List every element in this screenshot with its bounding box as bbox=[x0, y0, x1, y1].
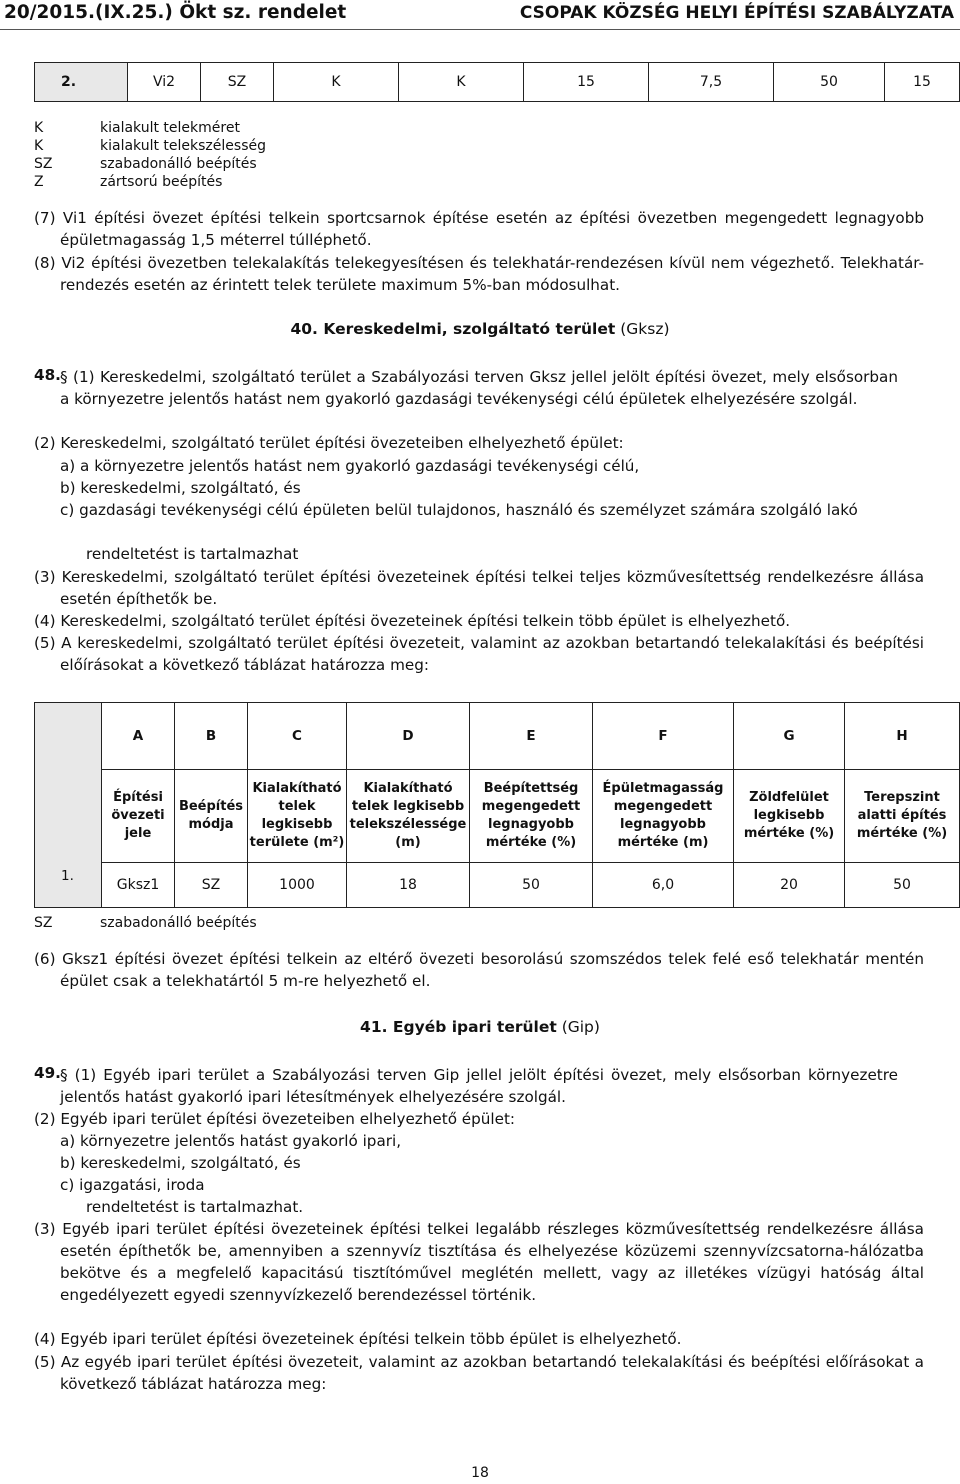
column-letter: B bbox=[175, 703, 248, 770]
section-title: 41. Egyéb ipari terület bbox=[360, 1018, 557, 1036]
list-item-c: c) igazgatási, iroda bbox=[60, 1176, 205, 1194]
legend-list bbox=[34, 914, 257, 932]
legend-item bbox=[34, 914, 257, 932]
paragraph-48-5: (5) A kereskedelmi, szolgáltató terület építési övezeteit, valamint az azokban betartandó telekalakítási és beépítési előírásokat a következő táblázat határozza meg: bbox=[34, 634, 924, 674]
paragraph-48-3: (3) Kereskedelmi, szolgáltató terület építési övezeteinek építési telkei teljes közművesítettség rendelkezésre állása esetén építhetők be. bbox=[34, 568, 924, 608]
section-title: 40. Kereskedelmi, szolgáltató terület bbox=[290, 320, 616, 338]
table-cell: 20 bbox=[734, 863, 845, 908]
table-cell: K bbox=[274, 63, 399, 102]
table-cell: 15 bbox=[885, 63, 960, 102]
table-row bbox=[35, 63, 960, 102]
list-item-c-continuation: rendeltetést is tartalmazhat bbox=[86, 545, 299, 563]
table-cell: 6,0 bbox=[593, 863, 734, 908]
table-cell: 50 bbox=[774, 63, 885, 102]
list-item-a: a) a környezetre jelentős hatást nem gyakorló gazdasági tevékenységi célú, bbox=[60, 457, 640, 475]
paragraph-48-1: § (1) Kereskedelmi, szolgáltató terület a Szabályozási terven Gksz jellel jelölt építési övezet, mely elsősorban a környezetre jelentős hatást nem gyakorló gazdasági tevékenységi célú épületek elhelyezésére szolgál. bbox=[60, 368, 898, 408]
table-cell: 15 bbox=[524, 63, 649, 102]
section-41-heading bbox=[0, 1018, 960, 1036]
table-cell: 50 bbox=[845, 863, 960, 908]
list-item-a: a) környezetre jelentős hatást gyakorló ipari, bbox=[60, 1132, 402, 1150]
table-cell: 1000 bbox=[248, 863, 347, 908]
table-row bbox=[35, 863, 960, 908]
row-number-cell bbox=[35, 703, 102, 908]
legend-desc: kialakult telekszélesség bbox=[100, 138, 266, 154]
column-header: Terepszint alatti építés mértéke (%) bbox=[845, 770, 960, 863]
page-header bbox=[0, 0, 960, 30]
paragraph-49-4: (4) Egyéb ipari terület építési övezeteinek építési telkein több épület is elhelyezhető. bbox=[34, 1330, 682, 1348]
zoning-table-continuation bbox=[34, 62, 960, 102]
column-letter: H bbox=[845, 703, 960, 770]
legend-item bbox=[34, 137, 266, 155]
document-title: CSOPAK KÖZSÉG HELYI ÉPÍTÉSI SZABÁLYZATA bbox=[519, 3, 954, 23]
paragraph-48-6: (6) Gksz1 építési övezet építési telkein az eltérő övezeti besorolású szomszédos telek felé eső telekhatár mentén épület csak a telekhatártól 5 m-re helyezhető el. bbox=[34, 950, 924, 990]
paragraph-8: (8) Vi2 építési övezetben telekalakítás telekegyesítésen és telekhatár-rendezésen kívül nem végezhető. Telekhatár-rendezés esetén az érintett telek területe maximum 5%-ban módosulhat. bbox=[34, 254, 924, 294]
table-cell: 7,5 bbox=[649, 63, 774, 102]
table-cell: 50 bbox=[470, 863, 593, 908]
legend-code: Z bbox=[34, 174, 44, 190]
column-header: Kialakítható telek legkisebb területe (m²) bbox=[248, 770, 347, 863]
table-cell: Vi2 bbox=[128, 63, 201, 102]
table-header-row bbox=[35, 770, 960, 863]
paragraph-49-2: (2) Egyéb ipari terület építési övezeteiben elhelyezhető épület: bbox=[34, 1110, 516, 1128]
legend-code: K bbox=[34, 138, 44, 154]
legend-list bbox=[34, 119, 266, 191]
section-40-heading bbox=[0, 320, 960, 338]
section-number-49: 49. bbox=[34, 1064, 61, 1082]
list-item-b: b) kereskedelmi, szolgáltató, és bbox=[60, 1154, 301, 1172]
legend-item bbox=[34, 155, 266, 173]
legend-code: SZ bbox=[34, 915, 53, 931]
row-number: 1. bbox=[61, 868, 74, 884]
column-letter: C bbox=[248, 703, 347, 770]
page-number: 18 bbox=[471, 1465, 489, 1481]
column-letter: E bbox=[470, 703, 593, 770]
column-letter: A bbox=[102, 703, 175, 770]
table-cell: K bbox=[399, 63, 524, 102]
legend-desc: szabadonálló beépítés bbox=[100, 915, 257, 931]
legend-desc: szabadonálló beépítés bbox=[100, 156, 257, 172]
column-header: Épületmagasság megengedett legnagyobb mértéke (m) bbox=[593, 770, 734, 863]
table-letter-row bbox=[35, 703, 960, 770]
table-cell: SZ bbox=[175, 863, 248, 908]
section-code: (Gip) bbox=[561, 1018, 600, 1036]
table-cell: 18 bbox=[347, 863, 470, 908]
column-header: Zöldfelület legkisebb mértéke (%) bbox=[734, 770, 845, 863]
column-header: Kialakítható telek legkisebb telekszélessége (m) bbox=[347, 770, 470, 863]
legend-desc: zártsorú beépítés bbox=[100, 174, 223, 190]
list-item-c-continuation: rendeltetést is tartalmazhat. bbox=[86, 1198, 304, 1216]
column-header: Építési övezeti jele bbox=[102, 770, 175, 863]
legend-code: K bbox=[34, 120, 44, 136]
legend-item bbox=[34, 173, 266, 191]
section-code: (Gksz) bbox=[620, 320, 670, 338]
table-cell: Gksz1 bbox=[102, 863, 175, 908]
column-header: Beépítettség megengedett legnagyobb mértéke (%) bbox=[470, 770, 593, 863]
table-cell: 2. bbox=[35, 63, 128, 102]
column-letter: F bbox=[593, 703, 734, 770]
header-divider bbox=[0, 29, 960, 30]
gksz-regulation-table bbox=[34, 702, 960, 908]
paragraph-48-2: (2) Kereskedelmi, szolgáltató terület építési övezeteiben elhelyezhető épület: bbox=[34, 434, 624, 452]
legend-code: SZ bbox=[34, 156, 53, 172]
list-item-c: c) gazdasági tevékenységi célú épületen belül tulajdonos, használó és személyzet számára szolgáló lakó bbox=[60, 501, 858, 519]
column-letter: D bbox=[347, 703, 470, 770]
decree-reference: 20/2015.(IX.25.) Ökt sz. rendelet bbox=[4, 2, 347, 23]
table-cell: SZ bbox=[201, 63, 274, 102]
section-number-48: 48. bbox=[34, 366, 61, 384]
column-header: Beépítés módja bbox=[175, 770, 248, 863]
list-item-b: b) kereskedelmi, szolgáltató, és bbox=[60, 479, 301, 497]
paragraph-49-5: (5) Az egyéb ipari terület építési övezeteit, valamint az azokban betartandó telekalakítási és beépítési előírásokat a következő táblázat határozza meg: bbox=[34, 1353, 924, 1393]
paragraph-48-4: (4) Kereskedelmi, szolgáltató terület építési övezeteinek építési telkein több épület is elhelyezhető. bbox=[34, 612, 791, 630]
column-letter: G bbox=[734, 703, 845, 770]
paragraph-49-1: § (1) Egyéb ipari terület a Szabályozási terven Gip jellel jelölt építési övezet, mely elsősorban környezetre jelentős hatást gyakorló ipari létesítmények elhelyezésére szolgál. bbox=[60, 1066, 898, 1106]
legend-desc: kialakult telekméret bbox=[100, 120, 240, 136]
legend-item bbox=[34, 119, 266, 137]
paragraph-7: (7) Vi1 építési övezet építési telkein sportcsarnok építése esetén az építési övezetben megengedett legnagyobb épületmagasság 1,5 méterrel túlléphető. bbox=[34, 209, 924, 249]
paragraph-49-3: (3) Egyéb ipari terület építési övezeteinek építési telkei legalább részleges közművesítettség rendelkezésre állása esetén építhetők be, amennyiben a szennyvíz tisztítása és elhelyezése közüzemi szennyvízcsatorna-hálózatba bekötve és a megfelelő kapacitású tisztítóművel meglétén mellett, vagy az illetékes vízügyi hatóság által engedélyezett egyedi szennyvízkezelő berendezéssel történik. bbox=[34, 1220, 924, 1304]
